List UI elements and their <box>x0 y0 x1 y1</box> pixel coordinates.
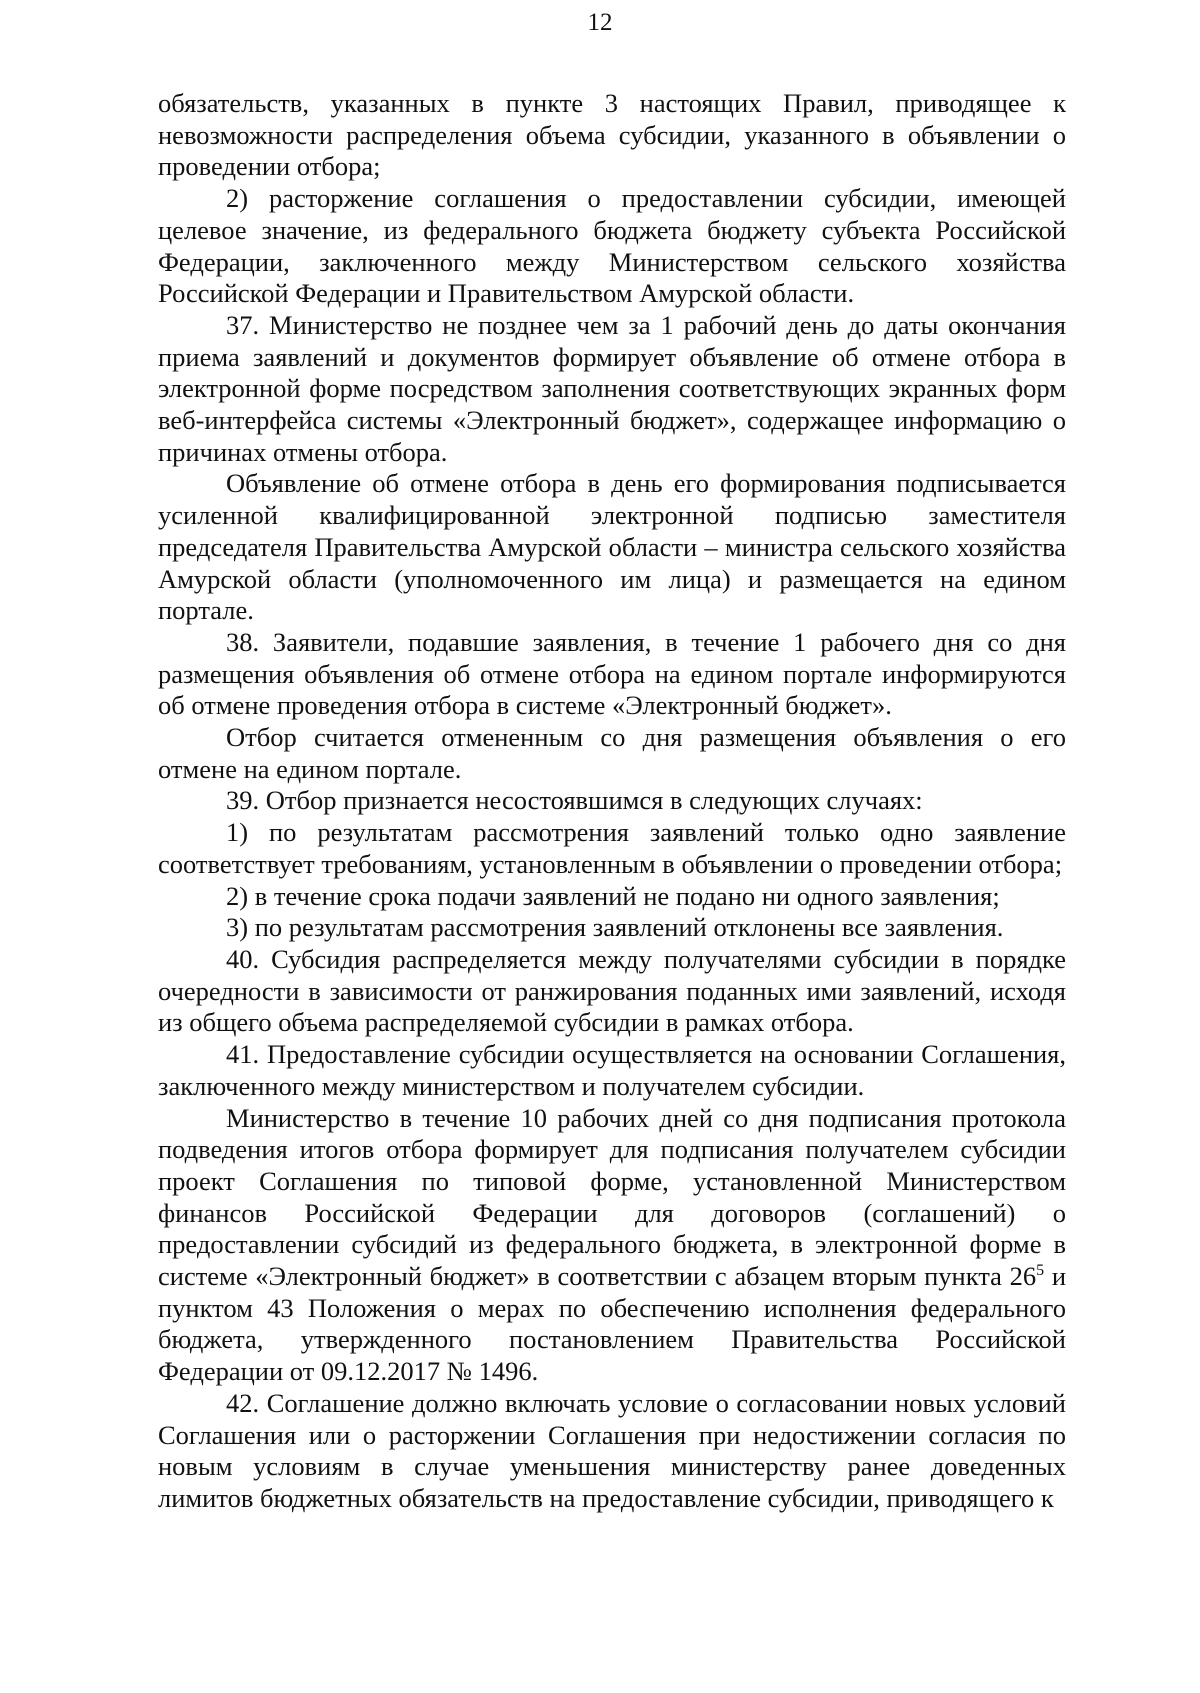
paragraph-38: 38. Заявители, подавшие заявления, в течение 1 рабочего дня со дня размещения объявления об отмене отбора на едином портале информируются об отмене проведения отбора в системе «Электронный бюджет». <box>158 626 1066 721</box>
agreement-text-part-2: и пунктом 43 Положения о мерах по обеспечению исполнения федерального бюджета, утвержденного постановлением Правительства Российской Федерации от 09.12.2017 № 1496. <box>158 1261 1067 1387</box>
paragraph-41: 41. Предоставление субсидии осуществляется на основании Соглашения, заключенного между министерством и получателем субсидии. <box>158 1039 1066 1101</box>
paragraph-42: 42. Соглашение должно включать условие о согласовании новых условий Соглашения или о расторжении Соглашения при недостижении согласия по новым условиям в случае уменьшения министерству ранее доведенных лимитов бюджетных обязательств на предоставление субсидии, приводящего к <box>158 1387 1066 1513</box>
paragraph-item-2: 2) расторжение соглашения о предоставлении субсидии, имеющей целевое значение, из федерального бюджета бюджету субъекта Российской Федерации, заключенного между Министерством сельского хозяйства Российской Федерации и Правительством Амурской области. <box>158 183 1066 309</box>
paragraph-40: 40. Субсидия распределяется между получателями субсидии в порядке очередности в зависимости от ранжирования поданных ими заявлений, исходя из общего объема распределяемой субсидии в рамках отбора. <box>158 943 1066 1038</box>
paragraph-continuation: обязательств, указанных в пункте 3 настоящих Правил, приводящее к невозможности распределения объема субсидии, указанного в объявлении о проведении отбора; <box>158 88 1066 182</box>
superscript-5: 5 <box>1036 1262 1045 1280</box>
paragraph-39-item-1: 1) по результатам рассмотрения заявлений только одно заявление соответствует требованиям, установленным в объявлении о проведении отбора; <box>158 817 1066 879</box>
paragraph-selection-cancelled: Отбор считается отмененным со дня размещения объявления о его отмене на едином портале. <box>158 722 1066 784</box>
paragraph-37: 37. Министерство не позднее чем за 1 рабочий день до даты окончания приема заявлений и документов формирует объявление об отмене отбора в электронной форме посредством заполнения соответствующих экранных форм веб-интерфейса системы «Электронный бюджет», содержащее информацию о причинах отмены отбора. <box>158 309 1066 467</box>
paragraph-announcement-signing: Объявление об отмене отбора в день его формирования подписывается усиленной квалифицированной электронной подписью заместителя председателя Правительства Амурской области – министра сельского хозяйства Амурской области (уполномоченного им лица) и размещается на едином портале. <box>158 468 1066 626</box>
paragraph-39-item-2: 2) в течение срока подачи заявлений не подано ни одного заявления; <box>226 880 1000 911</box>
body-text <box>158 88 1066 1515</box>
paragraph-39-item-3: 3) по результатам рассмотрения заявлений отклонены все заявления. <box>226 912 1004 943</box>
page-number: 12 <box>587 9 613 36</box>
paragraph-39: 39. Отбор признается несостоявшимся в следующих случаях: <box>226 785 923 816</box>
agreement-text-part-1: Министерство в течение 10 рабочих дней со дня подписания протокола подведения итогов отбора формирует для подписания получателем субсидии проект Соглашения по типовой форме, установленной Министерством финансов Российской Федерации для договоров (соглашений) о предоставлении субсидий из федерального бюджета, в электронной форме в системе «Электронный бюджет» в соответствии с абзацем вторым пункта 26 <box>158 1102 1066 1292</box>
paragraph-ministry-agreement <box>158 1103 1066 1388</box>
